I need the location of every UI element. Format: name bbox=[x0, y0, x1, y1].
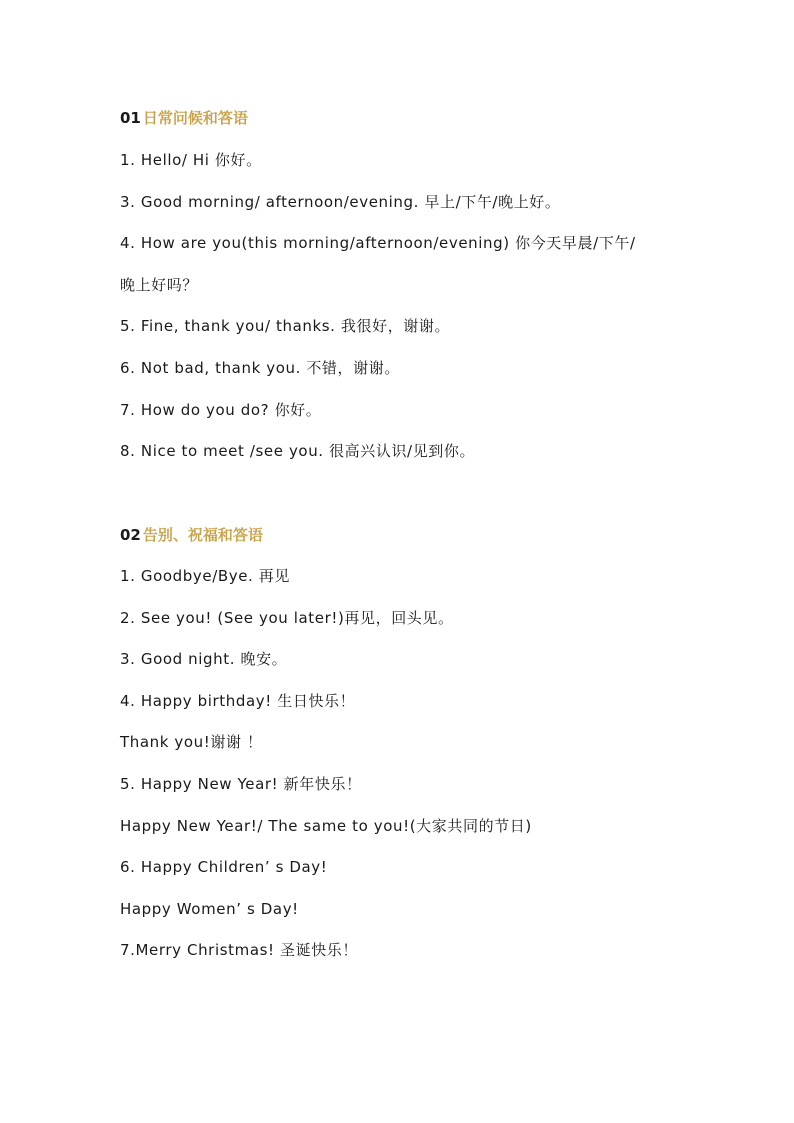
list-item: 7.Merry Christmas! 圣诞快乐！ bbox=[120, 941, 359, 959]
list-item: Happy New Year!/ The same to you!(大家共同的节日) bbox=[120, 817, 532, 835]
section-heading-02 bbox=[120, 525, 263, 545]
list-item: Thank you!谢谢 ！ bbox=[120, 733, 263, 751]
list-item: 3. Good morning/ afternoon/evening. 早上/下午/晚上好。 bbox=[120, 193, 561, 211]
list-item: 4. Happy birthday! 生日快乐！ bbox=[120, 692, 356, 710]
list-item: 2. See you! (See you later!)再见，回头见。 bbox=[120, 609, 454, 627]
list-item: 6. Not bad, thank you. 不错，谢谢。 bbox=[120, 359, 400, 377]
section-heading-01 bbox=[120, 108, 248, 128]
list-item: 5. Fine, thank you/ thanks. 我很好，谢谢。 bbox=[120, 317, 451, 335]
list-item: 3. Good night. 晚安。 bbox=[120, 650, 288, 668]
list-item: 1. Hello/ Hi 你好。 bbox=[120, 151, 262, 169]
list-item: 5. Happy New Year! 新年快乐！ bbox=[120, 775, 362, 793]
list-item: 4. How are you(this morning/afternoon/evening) 你今天早晨/下午/ bbox=[120, 234, 636, 252]
list-item: Happy Women’ s Day! bbox=[120, 900, 299, 918]
list-item: 7. How do you do? 你好。 bbox=[120, 401, 322, 419]
section-title: 日常问候和答语 bbox=[142, 109, 248, 127]
list-item: 6. Happy Children’ s Day! bbox=[120, 858, 328, 876]
section-title: 告别、祝福和答语 bbox=[142, 526, 263, 544]
list-item: 1. Goodbye/Bye. 再见 bbox=[120, 567, 290, 585]
list-item: 8. Nice to meet /see you. 很高兴认识/见到你。 bbox=[120, 442, 476, 460]
list-item: 晚上好吗？ bbox=[120, 276, 199, 294]
section-number: 02 bbox=[120, 526, 141, 544]
section-number: 01 bbox=[120, 109, 141, 127]
